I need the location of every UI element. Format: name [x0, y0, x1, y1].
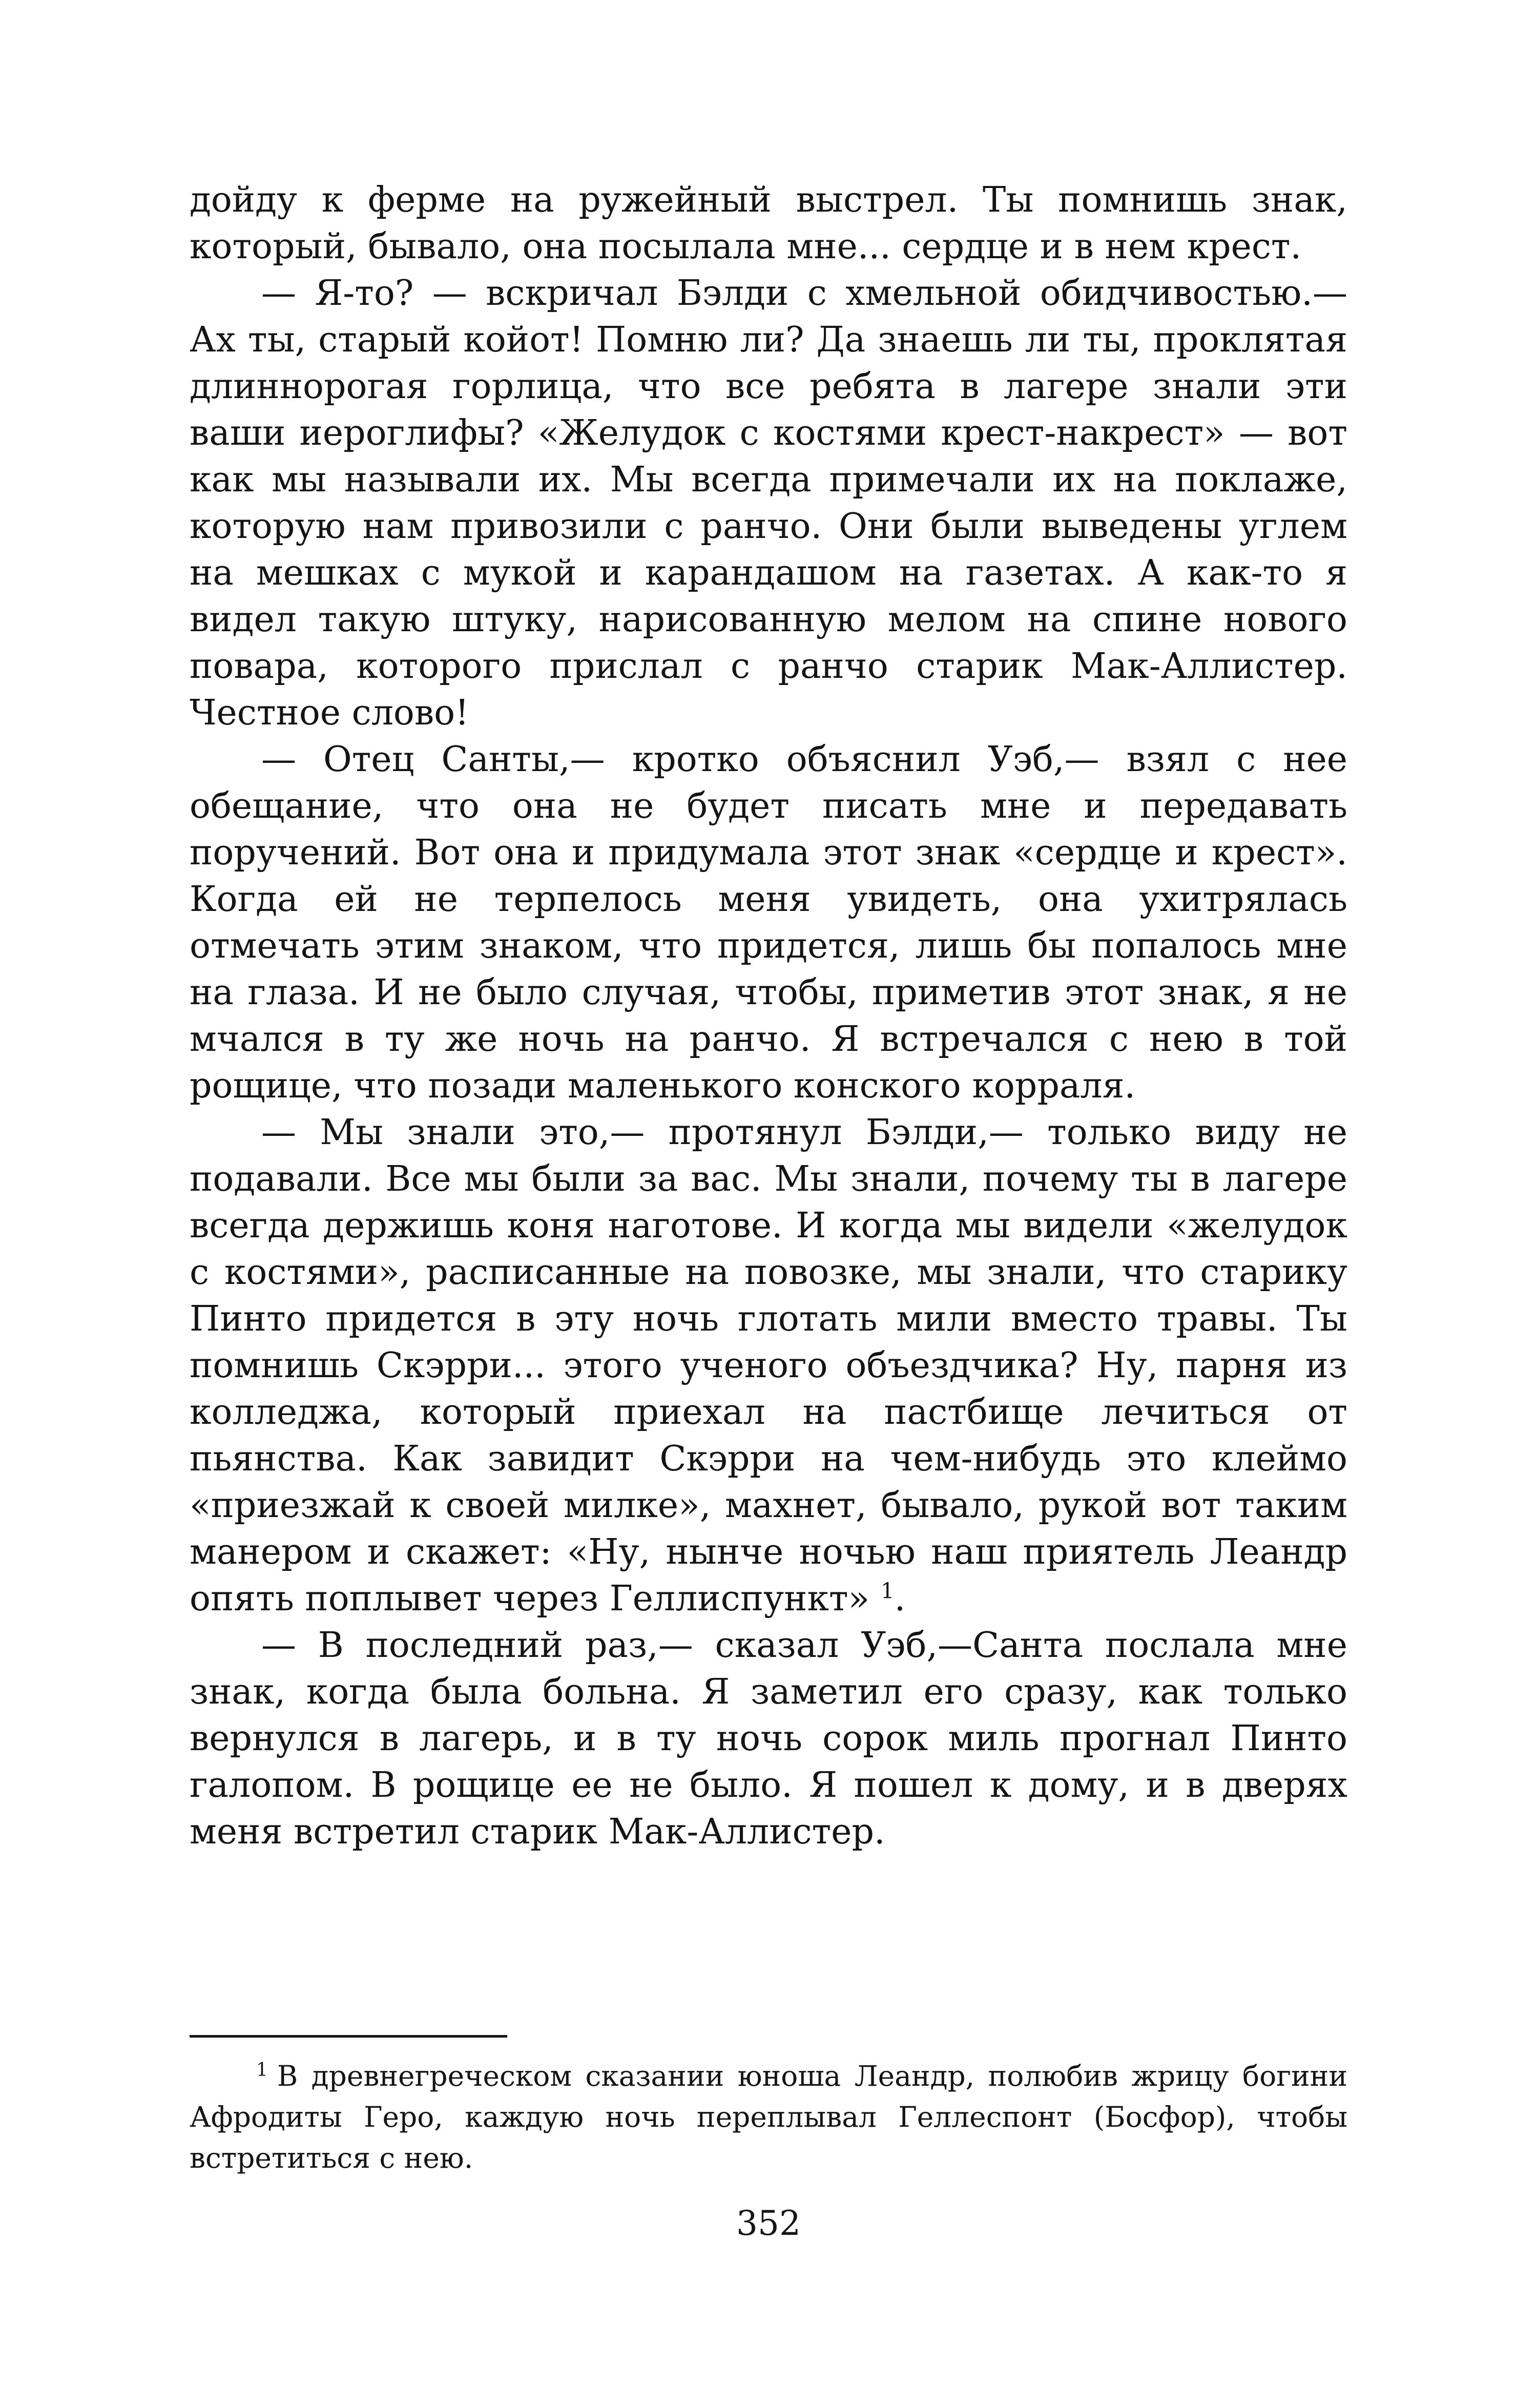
footnote-text: В древнегреческом сказании юноша Леандр, полюбив жрицу богини Афродиты Геро, каждую ночь переплывал Геллеспонт (Босфор), чтобы встретиться с нею.: [190, 2060, 1347, 2174]
paragraph: дойду к ферме на ружейный выстрел. Ты помнишь знак, который, бывало, она посылала мне... сердце и в нем крест.: [190, 180, 1347, 267]
footnote-divider: [190, 2035, 507, 2038]
paragraph-end-punctuation: .: [894, 1579, 906, 1619]
paragraph: — Отец Санты,— кротко объяснил Уэб,— взял с нее обещание, что она не будет писать мне и передавать поручений. Вот она и придумала этот знак «сердце и крест». Когда ей не терпелось меня увидеть, она ухитрялась отмечать этим знаком, что придется, лишь бы попалось мне на глаза. И не было случая, чтобы, приметив этот знак, я не мчался в ту же ночь на ранчо. Я встречался с нею в той рощице, что позади маленького конского корраля.: [190, 739, 1347, 1106]
footnote-mark: 1: [256, 2059, 268, 2081]
footnote: [190, 2056, 1347, 2178]
paragraph-text: — Мы знали это,— протянул Бэлди,— только виду не подавали. Все мы были за вас. Мы знали, почему ты в лагере всегда держишь коня наготове. И когда мы видели «желудок с костями», расписанные на повозке, мы знали, что старику Пинто придется в эту ночь глотать мили вместо травы. Ты помнишь Скэрри... этого ученого объездчика? Ну, парня из колледжа, который приехал на пастбище лечиться от пьянства. Как завидит Скэрри на чем-нибудь это клеймо «приезжай к своей милке», махнет, бывало, рукой вот таким манером и скажет: «Ну, нынче ночью наш приятель Леандр опять поплывет через Геллиспункт»: [190, 1112, 1347, 1619]
footnote-reference[interactable]: 1: [880, 1578, 895, 1604]
page-number: 352: [736, 2204, 801, 2243]
paragraph: — Я-то? — вскричал Бэлди с хмельной обидчивостью.— Ах ты, старый койот! Помню ли? Да знаешь ли ты, проклятая длиннорогая горлица, что все ребята в лагере знали эти ваши иероглифы? «Желудок с костями крест-накрест» — вот как мы называли их. Мы всегда примечали их на поклаже, которую нам привозили с ранчо. Они были выведены углем на мешках с мукой и карандашом на газетах. А как-то я видел такую штуку, нарисованную мелом на спине нового повара, которого прислал с ранчо старик Мак-Аллистер. Честное слово!: [190, 273, 1347, 733]
paragraph: — В последний раз,— сказал Уэб,—Санта послала мне знак, когда была больна. Я заметил его сразу, как только вернулся в лагерь, и в ту ночь сорок миль прогнал Пинто галопом. В рощице ее не было. Я пошел к дому, и в дверях меня встретил старик Мак-Аллистер.: [190, 1625, 1347, 1852]
paragraph: [190, 1109, 1347, 1622]
main-text: [190, 177, 1347, 1855]
